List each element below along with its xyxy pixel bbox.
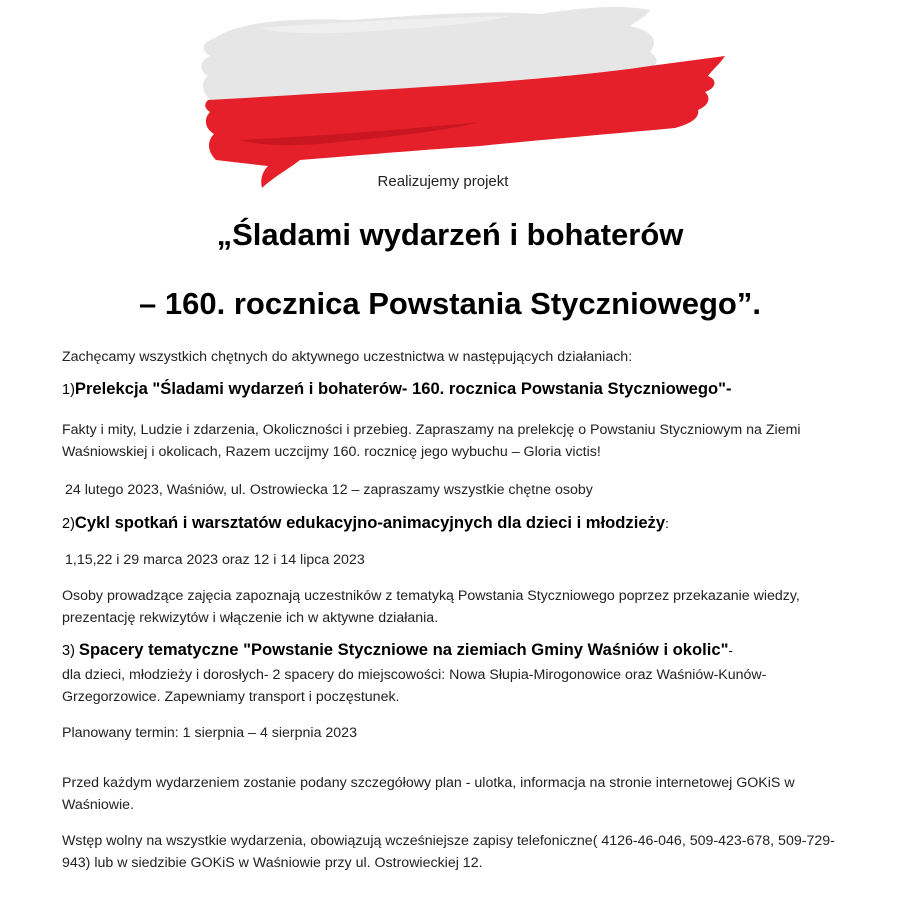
polish-flag-brush-graphic <box>180 0 740 200</box>
item-1-title: Prelekcja "Śladami wydarzeń i bohaterów- 160. rocznica Powstania Styczniowego"- <box>74 379 732 398</box>
item-1-details: 24 lutego 2023, Waśniów, ul. Ostrowiecka 12 – zapraszamy wszystkie chętne osoby <box>65 482 593 498</box>
item-1-description: Fakty i mity, Ludzie i zdarzenia, Okoliczności i przebieg. Zapraszamy na prelekcję o Powstaniu Styczniowym na Ziemi Waśniowskiej i okolicach, Razem uczcijmy 160. rocznicę jego wybuchu – Gloria victis! <box>62 422 801 460</box>
item-3-heading <box>62 639 852 662</box>
footer-info: Przed każdym wydarzeniem zostanie podany szczegółowy plan - ulotka, informacja na stronie internetowej GOKiS w Waśniowie. <box>62 775 795 813</box>
item-2-dates: 1,15,22 i 29 marca 2023 oraz 12 i 14 lipca 2023 <box>65 552 365 568</box>
item-3-term: Planowany termin: 1 sierpnia – 4 sierpnia 2023 <box>62 725 357 741</box>
project-kicker: Realizujemy projekt <box>377 173 509 190</box>
item-3-description: dla dzieci, młodzieży i dorosłych- 2 spacery do miejscowości: Nowa Słupia-Mirogonowice oraz Waśniów-Kunów-Grzegorzowice. Zapewniamy transport i poczęstunek. <box>62 667 767 705</box>
document-body <box>62 346 852 874</box>
item-2-description: Osoby prowadzące zajęcia zapoznają uczestników z tematyką Powstania Styczniowego poprzez przekazanie wiedzy, prezentację rekwizytów i włączenie ich w aktywne działania. <box>62 588 800 626</box>
item-3-title: Spacery tematyczne "Powstanie Styczniowe na ziemiach Gminy Waśniów i okolic" <box>78 640 729 659</box>
item-3-number: 3) <box>62 643 79 659</box>
project-title-line-1: „Śladami wydarzeń i bohaterów <box>216 217 684 252</box>
project-title-line-2: – 160. rocznica Powstania Styczniowego”. <box>139 286 761 321</box>
item-2-title: Cykl spotkań i warsztatów edukacyjno-animacyjnych dla dzieci i młodzieży <box>74 513 666 532</box>
item-2-number: 2) <box>62 516 75 532</box>
item-1-number: 1) <box>62 382 75 398</box>
item-3-tail: - <box>728 643 733 658</box>
intro-text: Zachęcamy wszystkich chętnych do aktywnego uczestnictwa w następujących działaniach: <box>62 349 633 365</box>
footer-admission: Wstęp wolny na wszystkie wydarzenia, obowiązują wcześniejsze zapisy telefoniczne( 4126-46-046, 509-423-678, 509-729-943) lub w siedzibie GOKiS w Waśniowie przy ul. Ostrowieckiej 12. <box>62 833 835 871</box>
item-2-heading <box>62 512 852 535</box>
item-2-tail: : <box>665 516 669 531</box>
item-1-heading <box>62 378 852 401</box>
